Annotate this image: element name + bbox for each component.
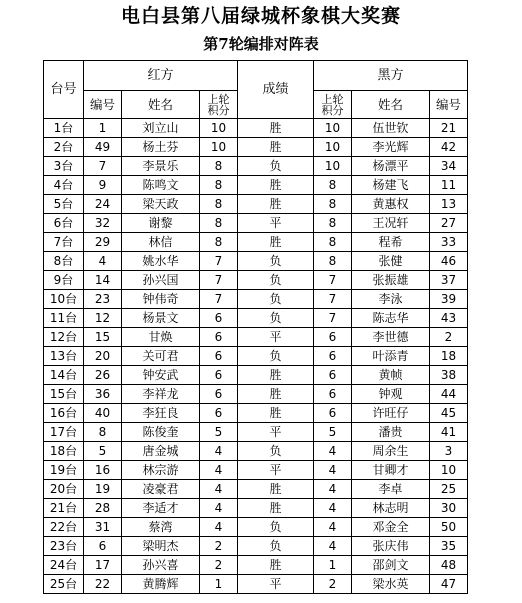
red-name-cell: 谢黎 [122,214,200,233]
header-row-top [44,61,468,91]
result-cell: 负 [238,518,314,537]
black-number-cell: 33 [430,233,468,252]
red-prev-points-cell: 6 [200,347,238,366]
black-number-cell: 30 [430,499,468,518]
red-number-cell: 7 [84,157,122,176]
red-name-cell: 孙兴喜 [122,556,200,575]
table-row [44,518,468,537]
result-cell: 负 [238,157,314,176]
red-name-cell: 梁明杰 [122,537,200,556]
black-number-cell: 18 [430,347,468,366]
table-row [44,138,468,157]
black-number-cell: 37 [430,271,468,290]
table-row [44,309,468,328]
red-prev-points-cell: 10 [200,138,238,157]
black-number-cell: 39 [430,290,468,309]
black-prev-points-cell: 4 [314,480,352,499]
table-row [44,252,468,271]
black-prev-points-cell: 6 [314,328,352,347]
red-number-cell: 32 [84,214,122,233]
board-cell: 18台 [44,442,84,461]
red-prev-points-cell: 2 [200,537,238,556]
red-name-cell: 陈俊奎 [122,423,200,442]
red-prev-points-cell: 2 [200,556,238,575]
header-black-number: 编号 [430,91,468,119]
red-number-cell: 15 [84,328,122,347]
header-prev-line2: 积分 [321,103,344,117]
black-name-cell: 杨漂平 [352,157,430,176]
board-cell: 24台 [44,556,84,575]
header-board: 台号 [44,61,84,119]
result-cell: 胜 [238,176,314,195]
black-prev-points-cell: 10 [314,119,352,138]
black-prev-points-cell: 7 [314,290,352,309]
board-cell: 16台 [44,404,84,423]
black-number-cell: 25 [430,480,468,499]
black-name-cell: 叶添青 [352,347,430,366]
black-name-cell: 黄惠权 [352,195,430,214]
red-prev-points-cell: 1 [200,575,238,594]
red-name-cell: 蔡湾 [122,518,200,537]
result-cell: 胜 [238,366,314,385]
black-number-cell: 27 [430,214,468,233]
black-number-cell: 42 [430,138,468,157]
black-name-cell: 李泳 [352,290,430,309]
black-name-cell: 钟观 [352,385,430,404]
red-number-cell: 4 [84,252,122,271]
black-name-cell: 邵剑文 [352,556,430,575]
header-red-prev-points [200,91,238,119]
red-prev-points-cell: 6 [200,328,238,347]
board-cell: 12台 [44,328,84,347]
red-prev-points-cell: 6 [200,309,238,328]
header-prev-line1: 上轮 [207,92,230,106]
header-red-name: 姓名 [122,91,200,119]
red-prev-points-cell: 10 [200,119,238,138]
red-name-cell: 陈鸣文 [122,176,200,195]
result-cell: 负 [238,252,314,271]
red-name-cell: 梁天政 [122,195,200,214]
table-row [44,575,468,594]
black-prev-points-cell: 5 [314,423,352,442]
black-name-cell: 张健 [352,252,430,271]
table-row [44,499,468,518]
table-row [44,328,468,347]
pairing-table [43,60,468,594]
table-row [44,423,468,442]
black-number-cell: 43 [430,309,468,328]
board-cell: 2台 [44,138,84,157]
black-number-cell: 34 [430,157,468,176]
result-cell: 胜 [238,480,314,499]
black-number-cell: 21 [430,119,468,138]
red-prev-points-cell: 4 [200,461,238,480]
red-number-cell: 29 [84,233,122,252]
black-prev-points-cell: 4 [314,518,352,537]
red-number-cell: 40 [84,404,122,423]
board-cell: 21台 [44,499,84,518]
header-black-side: 黑方 [314,61,468,91]
red-prev-points-cell: 6 [200,366,238,385]
red-name-cell: 钟伟奇 [122,290,200,309]
red-number-cell: 22 [84,575,122,594]
red-name-cell: 钟安武 [122,366,200,385]
board-cell: 5台 [44,195,84,214]
red-name-cell: 甘焕 [122,328,200,347]
table-row [44,461,468,480]
black-number-cell: 46 [430,252,468,271]
board-cell: 15台 [44,385,84,404]
black-number-cell: 35 [430,537,468,556]
header-red-side: 红方 [84,61,238,91]
black-prev-points-cell: 7 [314,271,352,290]
black-name-cell: 周余生 [352,442,430,461]
table-row [44,404,468,423]
red-name-cell: 李狂良 [122,404,200,423]
black-name-cell: 潘贵 [352,423,430,442]
black-name-cell: 邓金全 [352,518,430,537]
red-prev-points-cell: 7 [200,252,238,271]
black-number-cell: 2 [430,328,468,347]
black-prev-points-cell: 2 [314,575,352,594]
black-prev-points-cell: 4 [314,442,352,461]
black-prev-points-cell: 6 [314,385,352,404]
black-prev-points-cell: 4 [314,499,352,518]
black-name-cell: 张振雄 [352,271,430,290]
red-prev-points-cell: 7 [200,271,238,290]
header-red-number: 编号 [84,91,122,119]
table-row [44,214,468,233]
black-name-cell: 李世德 [352,328,430,347]
result-cell: 负 [238,442,314,461]
table-row [44,480,468,499]
black-prev-points-cell: 4 [314,537,352,556]
black-name-cell: 甘卿才 [352,461,430,480]
table-row [44,176,468,195]
table-row [44,347,468,366]
red-prev-points-cell: 4 [200,480,238,499]
board-cell: 9台 [44,271,84,290]
result-cell: 平 [238,461,314,480]
result-cell: 平 [238,214,314,233]
result-cell: 平 [238,328,314,347]
table-row [44,119,468,138]
black-prev-points-cell: 8 [314,252,352,271]
black-name-cell: 程希 [352,233,430,252]
header-black-prev-points [314,91,352,119]
result-cell: 胜 [238,119,314,138]
black-name-cell: 李光辉 [352,138,430,157]
red-number-cell: 16 [84,461,122,480]
black-prev-points-cell: 6 [314,366,352,385]
red-number-cell: 20 [84,347,122,366]
red-number-cell: 8 [84,423,122,442]
black-name-cell: 李卓 [352,480,430,499]
black-prev-points-cell: 8 [314,233,352,252]
red-number-cell: 19 [84,480,122,499]
result-cell: 负 [238,537,314,556]
header-black-name: 姓名 [352,91,430,119]
red-number-cell: 49 [84,138,122,157]
board-cell: 17台 [44,423,84,442]
black-prev-points-cell: 1 [314,556,352,575]
result-cell: 负 [238,309,314,328]
table-row [44,556,468,575]
board-cell: 19台 [44,461,84,480]
black-prev-points-cell: 6 [314,404,352,423]
black-name-cell: 张庆伟 [352,537,430,556]
red-prev-points-cell: 8 [200,176,238,195]
red-name-cell: 林宗游 [122,461,200,480]
black-name-cell: 王况轩 [352,214,430,233]
red-number-cell: 17 [84,556,122,575]
black-prev-points-cell: 6 [314,347,352,366]
black-prev-points-cell: 8 [314,195,352,214]
red-number-cell: 12 [84,309,122,328]
result-cell: 负 [238,347,314,366]
red-number-cell: 23 [84,290,122,309]
red-prev-points-cell: 6 [200,385,238,404]
black-prev-points-cell: 10 [314,138,352,157]
table-row [44,537,468,556]
table-row [44,157,468,176]
red-name-cell: 杨土芬 [122,138,200,157]
board-cell: 8台 [44,252,84,271]
black-number-cell: 13 [430,195,468,214]
board-cell: 1台 [44,119,84,138]
red-number-cell: 6 [84,537,122,556]
result-cell: 负 [238,290,314,309]
page-subtitle: 第7轮编排对阵表 [203,35,319,53]
table-row [44,290,468,309]
red-prev-points-cell: 4 [200,499,238,518]
red-prev-points-cell: 4 [200,518,238,537]
black-prev-points-cell: 10 [314,157,352,176]
result-cell: 平 [238,575,314,594]
red-number-cell: 26 [84,366,122,385]
board-cell: 6台 [44,214,84,233]
table-row [44,271,468,290]
table-row [44,442,468,461]
red-prev-points-cell: 4 [200,442,238,461]
red-name-cell: 林信 [122,233,200,252]
red-number-cell: 28 [84,499,122,518]
red-prev-points-cell: 8 [200,195,238,214]
black-number-cell: 38 [430,366,468,385]
black-number-cell: 45 [430,404,468,423]
board-cell: 22台 [44,518,84,537]
red-name-cell: 凌豪君 [122,480,200,499]
black-number-cell: 3 [430,442,468,461]
table-row [44,385,468,404]
result-cell: 负 [238,271,314,290]
red-name-cell: 李祥龙 [122,385,200,404]
red-name-cell: 关可君 [122,347,200,366]
red-number-cell: 14 [84,271,122,290]
result-cell: 胜 [238,404,314,423]
black-name-cell: 黄帧 [352,366,430,385]
red-name-cell: 姚水华 [122,252,200,271]
black-number-cell: 47 [430,575,468,594]
black-name-cell: 杨建飞 [352,176,430,195]
result-cell: 胜 [238,195,314,214]
red-number-cell: 5 [84,442,122,461]
board-cell: 25台 [44,575,84,594]
red-name-cell: 李适才 [122,499,200,518]
red-name-cell: 刘立山 [122,119,200,138]
red-name-cell: 唐金城 [122,442,200,461]
black-name-cell: 梁水英 [352,575,430,594]
result-cell: 胜 [238,499,314,518]
red-name-cell: 杨景文 [122,309,200,328]
result-cell: 胜 [238,385,314,404]
board-cell: 7台 [44,233,84,252]
black-number-cell: 10 [430,461,468,480]
board-cell: 14台 [44,366,84,385]
red-number-cell: 24 [84,195,122,214]
black-prev-points-cell: 4 [314,461,352,480]
result-cell: 平 [238,423,314,442]
table-row [44,366,468,385]
black-number-cell: 11 [430,176,468,195]
black-number-cell: 50 [430,518,468,537]
black-number-cell: 44 [430,385,468,404]
result-cell: 胜 [238,233,314,252]
red-prev-points-cell: 8 [200,214,238,233]
board-cell: 23台 [44,537,84,556]
black-prev-points-cell: 7 [314,309,352,328]
board-cell: 20台 [44,480,84,499]
red-name-cell: 李景乐 [122,157,200,176]
black-number-cell: 41 [430,423,468,442]
header-prev-line2: 积分 [207,103,230,117]
page-title: 电白县第八届绿城杯象棋大奖赛 [120,5,401,27]
black-name-cell: 伍世钦 [352,119,430,138]
table-row [44,195,468,214]
red-number-cell: 31 [84,518,122,537]
red-name-cell: 黄腾辉 [122,575,200,594]
red-name-cell: 孙兴国 [122,271,200,290]
red-prev-points-cell: 5 [200,423,238,442]
board-cell: 4台 [44,176,84,195]
red-number-cell: 36 [84,385,122,404]
black-name-cell: 陈志华 [352,309,430,328]
red-prev-points-cell: 7 [200,290,238,309]
red-prev-points-cell: 6 [200,404,238,423]
board-cell: 10台 [44,290,84,309]
red-prev-points-cell: 8 [200,233,238,252]
header-result: 成绩 [238,61,314,119]
result-cell: 胜 [238,556,314,575]
black-prev-points-cell: 8 [314,214,352,233]
board-cell: 11台 [44,309,84,328]
black-name-cell: 林志明 [352,499,430,518]
board-cell: 3台 [44,157,84,176]
header-prev-line1: 上轮 [321,92,344,106]
red-number-cell: 9 [84,176,122,195]
result-cell: 胜 [238,138,314,157]
black-number-cell: 48 [430,556,468,575]
black-name-cell: 许旺仔 [352,404,430,423]
red-prev-points-cell: 8 [200,157,238,176]
table-row [44,233,468,252]
red-number-cell: 1 [84,119,122,138]
board-cell: 13台 [44,347,84,366]
black-prev-points-cell: 8 [314,176,352,195]
